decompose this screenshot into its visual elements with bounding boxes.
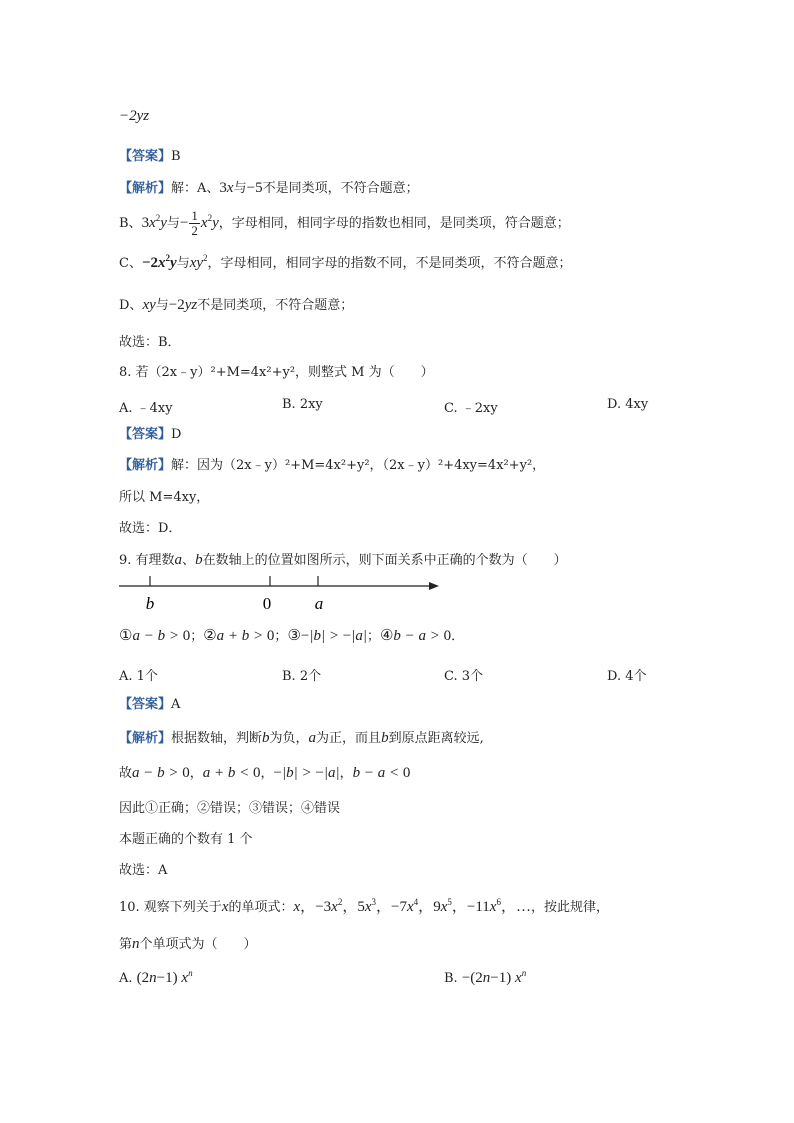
q9-option-b: B. 2个 xyxy=(282,669,322,684)
var-b: b xyxy=(381,730,389,746)
q9-stem-b: 、 xyxy=(182,553,196,568)
q9-choose: 故选：A xyxy=(119,863,168,878)
q9-option-d: D. 4个 xyxy=(607,669,647,684)
q7-b-end: ，字母相同，相同字母的指数也相同，是同类项，符合题意； xyxy=(218,215,570,231)
expr-neg2x2y: $-2x^2y$ xyxy=(141,253,177,271)
expr-neg-half-x2y: − $\frac{1}{2}$ $x^2y$ xyxy=(179,208,219,238)
explanation-tag: 【解析】 xyxy=(119,731,172,746)
expr-neg2yz: −2yz xyxy=(168,297,198,313)
result-3: −|b| > −|a| xyxy=(273,765,340,781)
q9-stem-c: 在数轴上的位置如图所示，则下面关系中正确的个数为（ ） xyxy=(202,553,567,568)
number-line-arrow xyxy=(429,582,439,590)
q9-exp1-c: 为正，而且 xyxy=(316,731,382,746)
q8-answer-value: D xyxy=(171,427,182,442)
q7-exp-d xyxy=(119,296,353,314)
q7-a-end: 不是同类项，不符合题意； xyxy=(262,181,419,196)
q7-a-pre: A、 xyxy=(197,181,220,196)
q8-answer xyxy=(119,427,181,443)
q8-exp-2: 所以 M=4xy， xyxy=(119,490,210,505)
q9-option-a: A. 1个 xyxy=(119,669,158,684)
expr-xy2: $xy^2$ xyxy=(189,253,208,271)
explanation-tag: 【解析】 xyxy=(119,181,172,196)
q7-b-mid: 与 xyxy=(166,215,180,231)
q9-exp-1 xyxy=(119,729,484,747)
statements-tail: ． xyxy=(451,629,465,644)
var-n: n xyxy=(132,936,140,952)
continued-option-d xyxy=(119,107,149,125)
q10-stem-a: 10. 观察下列关于 xyxy=(119,900,222,915)
q7-a-mid: 与 xyxy=(233,181,247,196)
text-neg-2yz: −2yz xyxy=(119,108,150,124)
q8-option-b: B. 2xy xyxy=(282,397,323,412)
q8-exp1-text: 解：因为（2x﹣y）²+M=4x²+y²，（2x﹣y）²+4xy=4x²+y²， xyxy=(171,458,546,473)
q7-d-end: 不是同类项，不符合题意； xyxy=(197,298,354,313)
q9-stem xyxy=(119,551,567,569)
expr-xy: xy xyxy=(142,297,156,313)
statement-3: ③−|b| > −|a| xyxy=(287,628,367,644)
q10-option-a xyxy=(119,970,193,987)
q9-exp2-lead: 故 xyxy=(119,766,133,781)
q10-opt-a-expr: (2n−1) $x^n$ xyxy=(136,968,193,986)
var-a: a xyxy=(174,552,183,568)
expr-3x2y: $3x^2y$ xyxy=(141,212,167,231)
q10-stem-2 xyxy=(119,935,257,953)
q8-exp-1 xyxy=(119,458,545,474)
q9-exp1-b: 为负， xyxy=(269,731,309,746)
q8-option-d: D. 4xy xyxy=(607,397,649,412)
statement-4: ④b − a > 0 xyxy=(379,628,452,644)
q8-choose: 故选：D． xyxy=(119,521,182,536)
q9-exp-4: 本题正确的个数有 1 个 xyxy=(119,832,253,847)
label-b: b xyxy=(145,594,155,613)
q7-exp-c xyxy=(119,254,572,272)
q7-choose: 故选：B． xyxy=(119,335,181,350)
var-b: b xyxy=(262,730,270,746)
q9-stem-a: 9. 有理数 xyxy=(119,553,175,568)
q7-answer xyxy=(119,149,181,165)
q10-opt-a-label: A. xyxy=(119,971,133,986)
q7-answer-value: B xyxy=(171,149,181,164)
explanation-tag: 【解析】 xyxy=(119,458,172,473)
answer-tag: 【答案】 xyxy=(119,697,172,712)
result-2: a + b < 0 xyxy=(202,765,261,781)
q10-opt-b-expr: −(2n−1) $x^n$ xyxy=(461,968,527,986)
statement-2: ②a + b > 0 xyxy=(203,628,275,644)
q10-stem2-a: 第 xyxy=(119,937,133,952)
q8-option-a: A. ﹣4xy xyxy=(119,401,173,416)
q7-d-mid: 与 xyxy=(155,298,169,313)
number-line xyxy=(115,572,445,614)
q7-exp-b xyxy=(119,209,570,238)
var-b: b xyxy=(195,552,203,568)
var-x: x xyxy=(221,899,229,915)
q7-c-end: ，字母相同，相同字母的指数不同，不是同类项，不符合题意； xyxy=(207,256,572,271)
expr-neg5: −5 xyxy=(246,180,263,196)
answer-tag: 【答案】 xyxy=(119,149,172,164)
answer-tag: 【答案】 xyxy=(119,427,172,442)
q10-stem xyxy=(119,898,609,916)
result-1: a − b > 0 xyxy=(132,765,190,781)
q7-b-pre: B、 xyxy=(119,215,142,231)
q7-d-pre: D、 xyxy=(119,298,143,313)
q10-stem-c: ，按此规律， xyxy=(530,900,609,915)
q9-exp-3: 因此①正确；②错误；③错误；④错误 xyxy=(119,801,341,816)
var-a: a xyxy=(308,730,317,746)
q8-stem: 8. 若（2x﹣y）²+M=4x²+y²，则整式 M 为（ ） xyxy=(119,365,434,380)
q9-exp-2: 故a − b > 0，a + b < 0，−|b| > −|a|，b − a < 0 xyxy=(119,765,411,781)
q9-answer-value: A xyxy=(171,697,181,712)
q10-stem2-b: 个单项式为（ ） xyxy=(139,937,257,952)
q9-statements: ①a − b > 0；②a + b > 0；③−|b| > −|a|；④b − a > 0． xyxy=(119,628,465,644)
q10-stem-b: 的单项式： xyxy=(228,900,294,915)
q10-option-b xyxy=(444,970,526,987)
statement-1: ①a − b > 0 xyxy=(119,628,191,644)
q9-option-c: C. 3个 xyxy=(444,669,484,684)
q7-c-mid: 与 xyxy=(176,256,190,271)
result-4: b − a < 0 xyxy=(352,765,411,781)
q9-exp1-a: 根据数轴，判断 xyxy=(171,731,263,746)
q8-option-c: C. ﹣2xy xyxy=(444,401,498,416)
expr-3x: 3x xyxy=(219,180,234,196)
q7-exp-lead: 解： xyxy=(171,181,198,196)
label-zero: 0 xyxy=(262,594,272,613)
sequence: x，$-3x^2$，$5x^3$，$-7x^4$，$9x^5$，$-11x^6$，… xyxy=(293,897,531,915)
q7-exp-a xyxy=(119,179,419,197)
q7-c-pre: C、 xyxy=(119,256,142,271)
label-a: a xyxy=(314,594,324,613)
q9-exp1-d: 到原点距离较远, xyxy=(388,731,484,746)
q10-opt-b-label: B. xyxy=(444,971,458,986)
q9-answer xyxy=(119,697,180,713)
